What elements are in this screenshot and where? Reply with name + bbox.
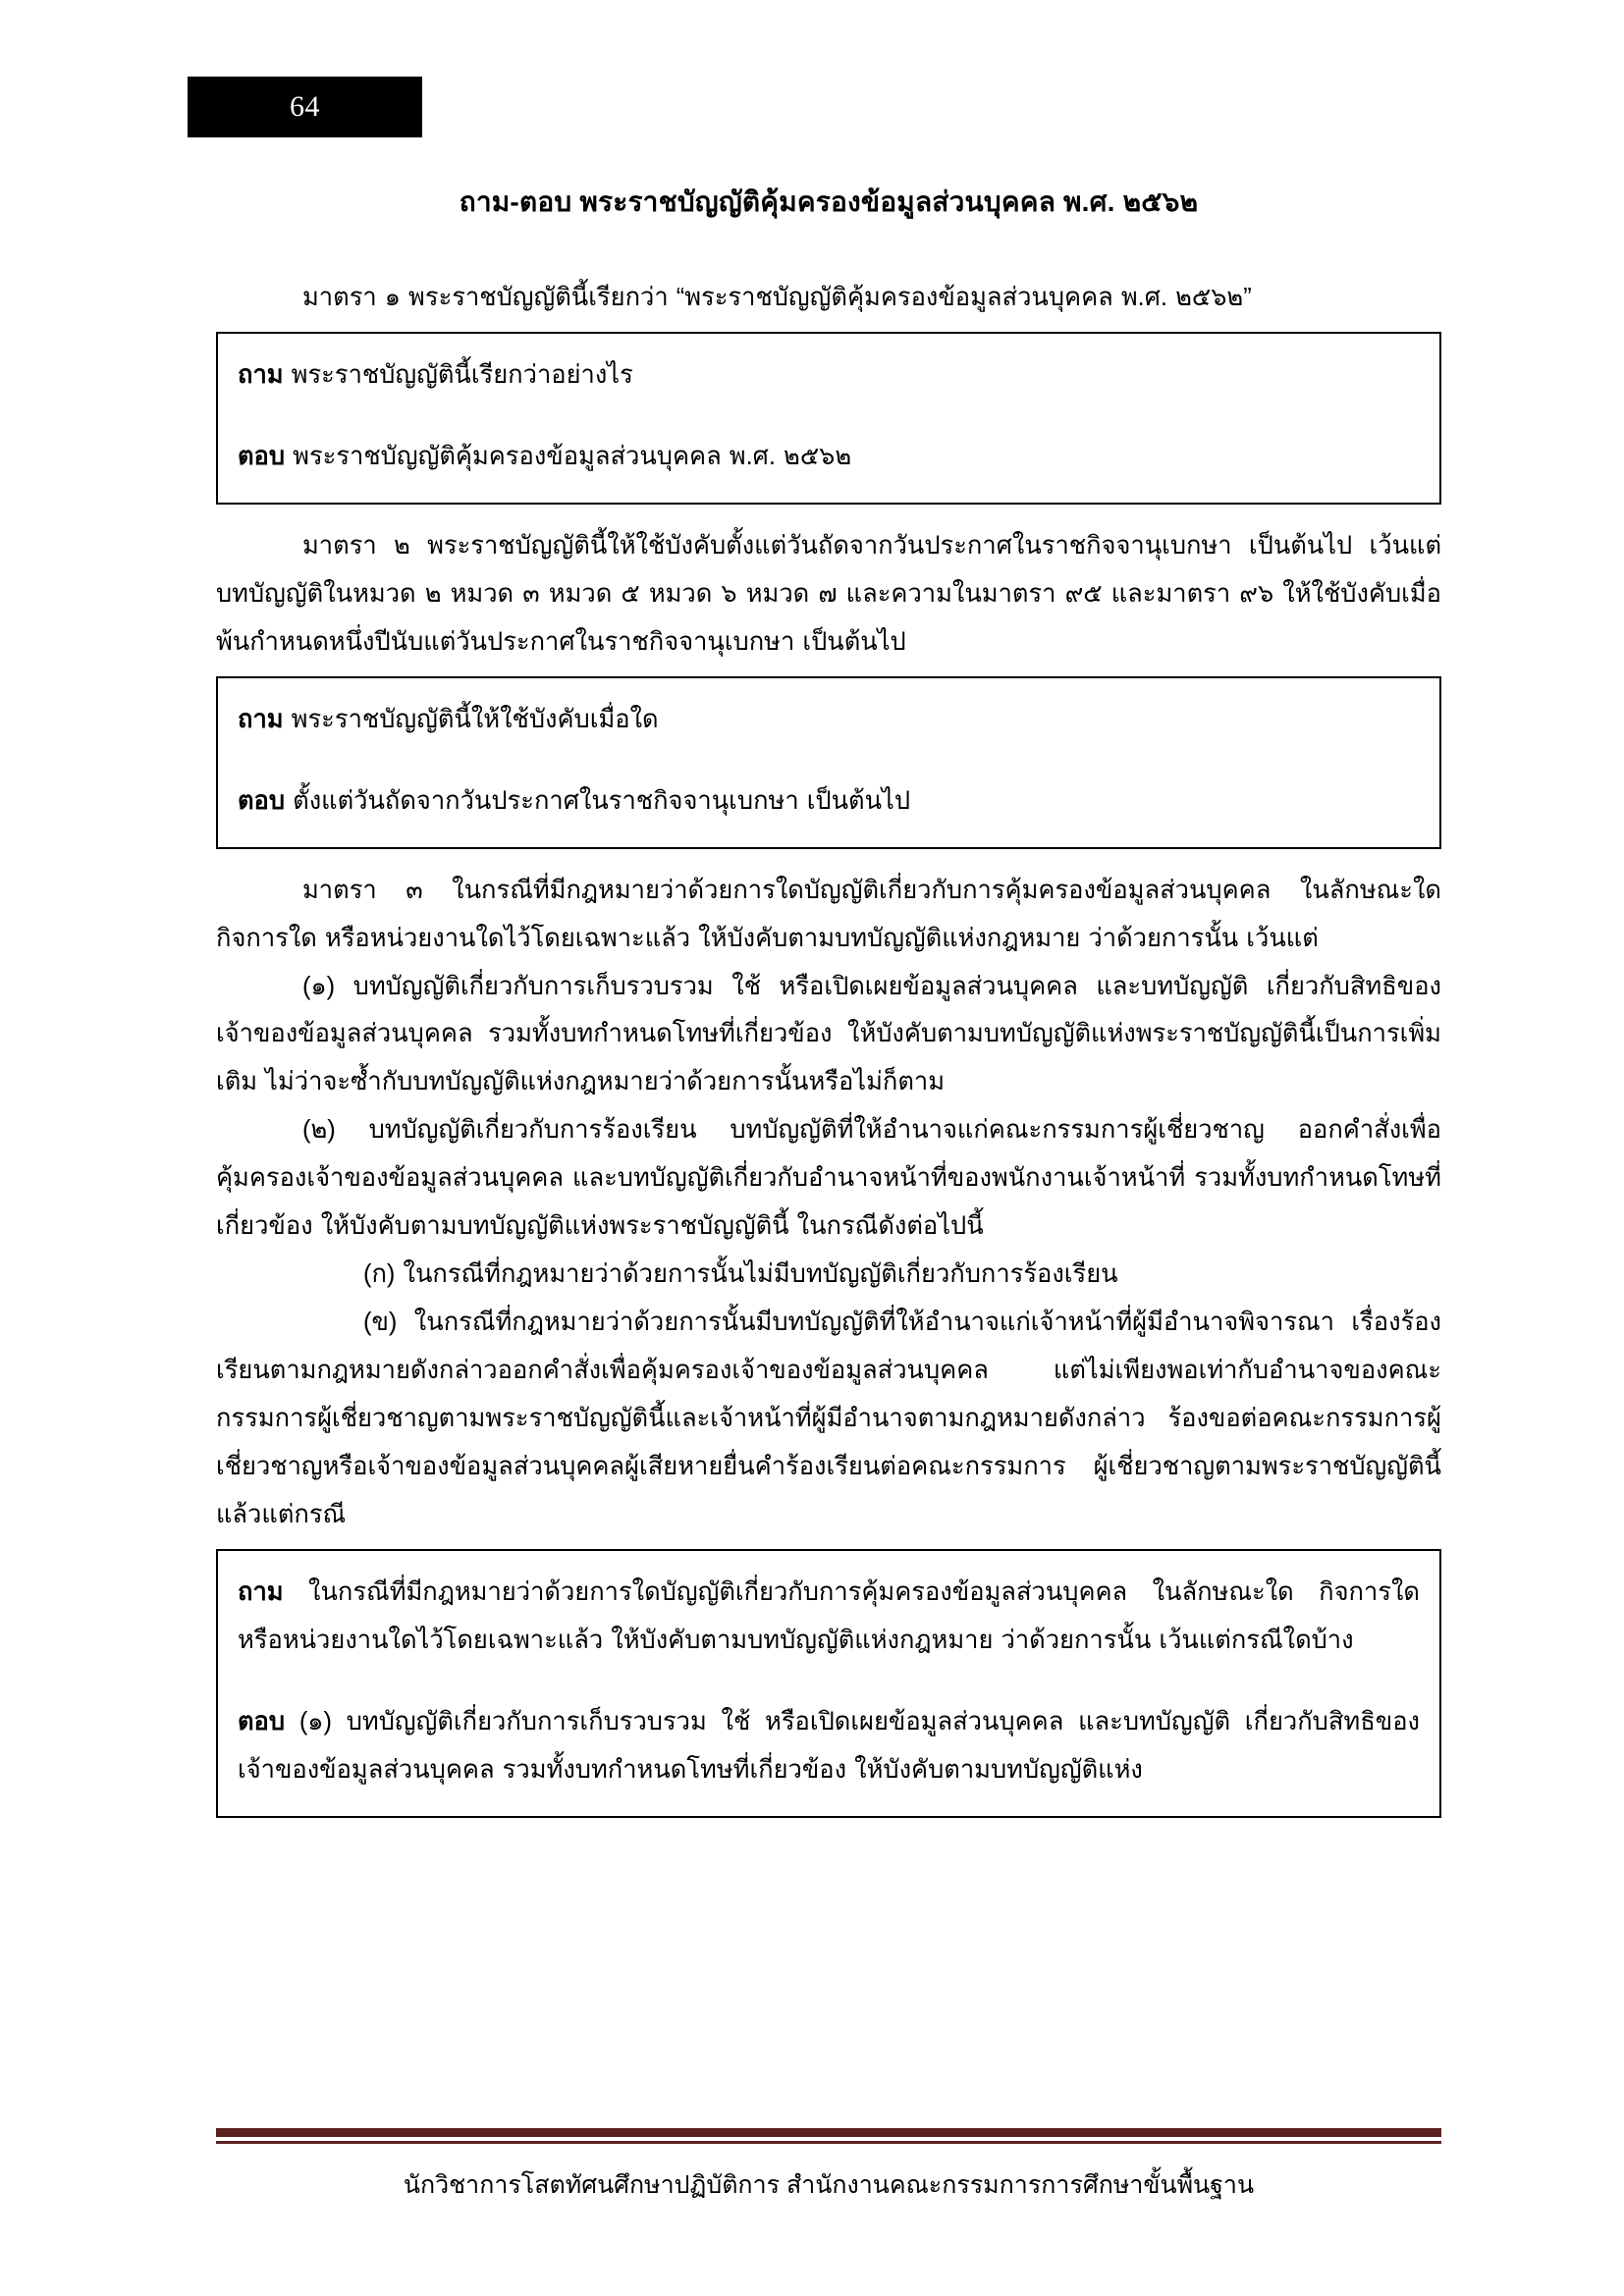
- qa-box-1-question-label: ถาม: [238, 360, 284, 389]
- document-content: [216, 182, 1441, 1828]
- page-number-chip: [188, 77, 422, 137]
- qa-box-3-question: [238, 1569, 1420, 1665]
- qa-box-2: [216, 676, 1441, 849]
- qa-box-2-question: [238, 696, 1420, 744]
- qa-box-3-answer: [238, 1698, 1420, 1794]
- qa-box-2-question-label: ถาม: [238, 705, 284, 733]
- qa-box-3-answer-text: (๑) บทบัญญัติเกี่ยวกับการเก็บรวบรวม ใช้ หรือเปิดเผยข้อมูลส่วนบุคคล และบทบัญญัติ เกี่ยวกับสิทธิของเจ้าของข้อมูลส่วนบุคคล รวมทั้งบทกำหนดโทษที่เกี่ยวข้อง ให้บังคับตามบทบัญญัติแห่ง: [238, 1707, 1420, 1784]
- footer-rule-thick: [216, 2128, 1441, 2137]
- qa-box-2-answer-text: ตั้งแต่วันถัดจากวันประกาศในราชกิจจานุเบกษา เป็นต้นไป: [293, 786, 911, 815]
- qa-box-3-answer-label: ตอบ: [238, 1707, 286, 1735]
- section-3-item-2a: (ก) ในกรณีที่กฎหมายว่าด้วยการนั้นไม่มีบทบัญญัติเกี่ยวกับการร้องเรียน: [363, 1260, 1118, 1289]
- section-3-item-1: (๑) บทบัญญัติเกี่ยวกับการเก็บรวบรวม ใช้ หรือเปิดเผยข้อมูลส่วนบุคคล และบทบัญญัติ เกี่ยวกับสิทธิของเจ้าของข้อมูลส่วนบุคคล รวมทั้งบทกำหนดโทษที่เกี่ยวข้อง ให้บังคับตามบทบัญญัติแห่งพระราชบัญญัตินี้เป็นการเพิ่มเติม ไม่ว่าจะซ้ำกับบทบัญญัติแห่งกฎหมายว่าด้วยการนั้นหรือไม่ก็ตาม: [216, 972, 1441, 1096]
- section-3-item-2: (๒) บทบัญญัติเกี่ยวกับการร้องเรียน บทบัญญัติที่ให้อำนาจแก่คณะกรรมการผู้เชี่ยวชาญ ออกคำสั่งเพื่อคุ้มครองเจ้าของข้อมูลส่วนบุคคล และบทบัญญัติเกี่ยวกับอำนาจหน้าที่ของพนักงานเจ้าหน้าที่ รวมทั้งบทกำหนดโทษที่เกี่ยวข้อง ให้บังคับตามบทบัญญัติแห่งพระราชบัญญัตินี้ ในกรณีดังต่อไปนี้: [216, 1116, 1441, 1241]
- section-3-item-2b: (ข) ในกรณีที่กฎหมายว่าด้วยการนั้นมีบทบัญญัติที่ให้อำนาจแก่เจ้าหน้าที่ผู้มีอำนาจพิจารณา เรื่องร้องเรียนตามกฎหมายดังกล่าวออกคำสั่งเพื่อคุ้มครองเจ้าของข้อมูลส่วนบุคคล แต่ไม่เพียงพอเท่ากับอำนาจของคณะกรรมการผู้เชี่ยวชาญตามพระราชบัญญัตินี้และเจ้าหน้าที่ผู้มีอำนาจตามกฎหมายดังกล่าว ร้องขอต่อคณะกรรมการผู้เชี่ยวชาญหรือเจ้าของข้อมูลส่วนบุคคลผู้เสียหายยื่นคำร้องเรียนต่อคณะกรรมการ ผู้เชี่ยวชาญตามพระราชบัญญัตินี้ แล้วแต่กรณี: [216, 1308, 1441, 1529]
- page-number: 64: [290, 90, 320, 123]
- qa-box-3-question-label: ถาม: [238, 1577, 284, 1606]
- section-2-paragraph: มาตรา ๒ พระราชบัญญัตินี้ให้ใช้บังคับตั้งแต่วันถัดจากวันประกาศในราชกิจจานุเบกษา เป็นต้นไป เว้นแต่บทบัญญัติในหมวด ๒ หมวด ๓ หมวด ๕ หมวด ๖ หมวด ๗ และความในมาตรา ๙๕ และมาตรา ๙๖ ให้ใช้บังคับเมื่อพ้นกำหนดหนึ่งปีนับแต่วันประกาศในราชกิจจานุเบกษา เป็นต้นไป: [216, 531, 1441, 656]
- qa-box-3: [216, 1549, 1441, 1818]
- qa-box-2-answer-label: ตอบ: [238, 786, 286, 815]
- footer-rule-thin: [216, 2141, 1441, 2144]
- footer-text: นักวิชาการโสตทัศนศึกษาปฏิบัติการ สำนักงานคณะกรรมการการศึกษาขั้นพื้นฐาน: [403, 2171, 1255, 2199]
- qa-box-1-answer: [238, 433, 1420, 481]
- qa-box-1-question: [238, 351, 1420, 400]
- page-title: ถาม-ตอบ พระราชบัญญัติคุ้มครองข้อมูลส่วนบุคคล พ.ศ. ๒๕๖๒: [459, 187, 1199, 217]
- qa-box-2-answer: [238, 777, 1420, 826]
- section-1-paragraph: มาตรา ๑ พระราชบัญญัตินี้เรียกว่า “พระราชบัญญัติคุ้มครองข้อมูลส่วนบุคคล พ.ศ. ๒๕๖๒”: [302, 284, 1252, 311]
- qa-box-1-answer-text: พระราชบัญญัติคุ้มครองข้อมูลส่วนบุคคล พ.ศ. ๒๕๖๒: [293, 442, 852, 470]
- qa-box-1-answer-label: ตอบ: [238, 442, 286, 470]
- qa-box-1-question-text: พระราชบัญญัตินี้เรียกว่าอย่างไร: [291, 360, 633, 389]
- qa-box-3-question-text: ในกรณีที่มีกฎหมายว่าด้วยการใดบัญญัติเกี่ยวกับการคุ้มครองข้อมูลส่วนบุคคล ในลักษณะใด กิจการใด หรือหน่วยงานใดไว้โดยเฉพาะแล้ว ให้บังคับตามบทบัญญัติแห่งกฎหมาย ว่าด้วยการนั้น เว้นแต่กรณีใดบ้าง: [238, 1577, 1420, 1654]
- page-footer: [216, 2128, 1441, 2205]
- section-3-intro: มาตรา ๓ ในกรณีที่มีกฎหมายว่าด้วยการใดบัญญัติเกี่ยวกับการคุ้มครองข้อมูลส่วนบุคคล ในลักษณะใด กิจการใด หรือหน่วยงานใดไว้โดยเฉพาะแล้ว ให้บังคับตามบทบัญญัติแห่งกฎหมาย ว่าด้วยการนั้น เว้นแต่: [216, 876, 1441, 952]
- qa-box-2-question-text: พระราชบัญญัตินี้ให้ใช้บังคับเมื่อใด: [291, 705, 659, 733]
- qa-box-1: [216, 332, 1441, 505]
